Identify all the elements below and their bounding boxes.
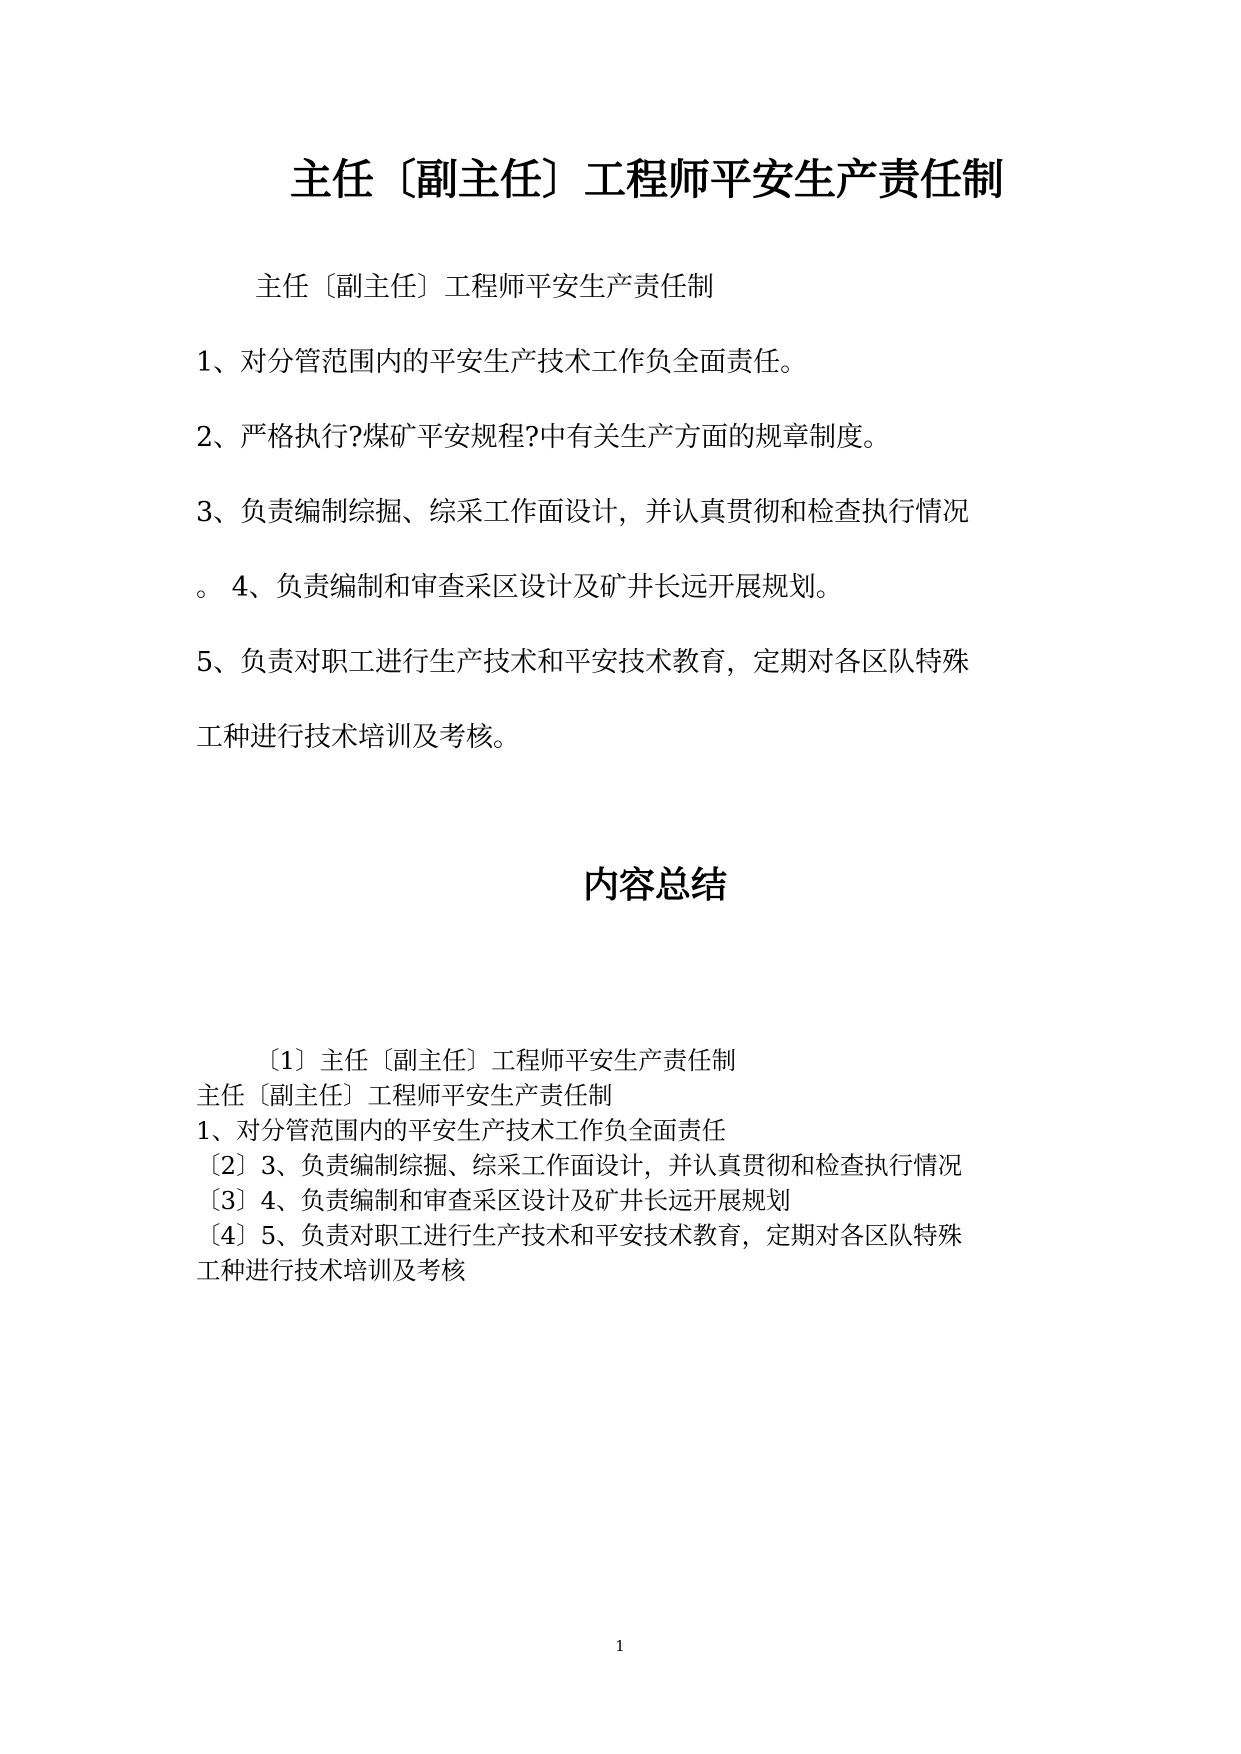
body-line-3: 3、负责编制综掘、综采工作面设计，并认真贯彻和检查执行情况: [196, 497, 970, 528]
summary-heading: 内容总结: [583, 865, 728, 906]
summary-line-2: 主任〔副主任〕工程师平安生产责任制: [196, 1081, 613, 1110]
page-number: 1: [615, 1637, 625, 1655]
document-subtitle: 主任〔副主任〕工程师平安生产责任制: [255, 272, 714, 303]
summary-line-3: 1、对分管范围内的平安生产技术工作负全面责任: [196, 1116, 727, 1145]
summary-line-4: 〔2〕3、负责编制综掘、综采工作面设计，并认真贯彻和检查执行情况: [196, 1151, 963, 1180]
page-title: 主任〔副主任〕工程师平安生产责任制: [290, 155, 1005, 204]
body-line-6: 工种进行技术培训及考核。: [196, 722, 520, 753]
body-line-4: 。 4、负责编制和审查采区设计及矿井长远开展规划。: [196, 572, 843, 603]
body-line-1: 1、对分管范围内的平安生产技术工作负全面责任。: [196, 347, 808, 378]
summary-line-5: 〔3〕4、负责编制和审查采区设计及矿井长远开展规划: [196, 1186, 791, 1215]
summary-line-7: 工种进行技术培训及考核: [196, 1256, 466, 1285]
body-line-2: 2、严格执行?煤矿平安规程?中有关生产方面的规章制度。: [196, 422, 891, 453]
summary-line-1: 〔1〕主任〔副主任〕工程师平安生产责任制: [255, 1046, 737, 1075]
body-line-5: 5、负责对职工进行生产技术和平安技术教育，定期对各区队特殊: [196, 647, 970, 678]
summary-line-6: 〔4〕5、负责对职工进行生产技术和平安技术教育，定期对各区队特殊: [196, 1221, 963, 1250]
